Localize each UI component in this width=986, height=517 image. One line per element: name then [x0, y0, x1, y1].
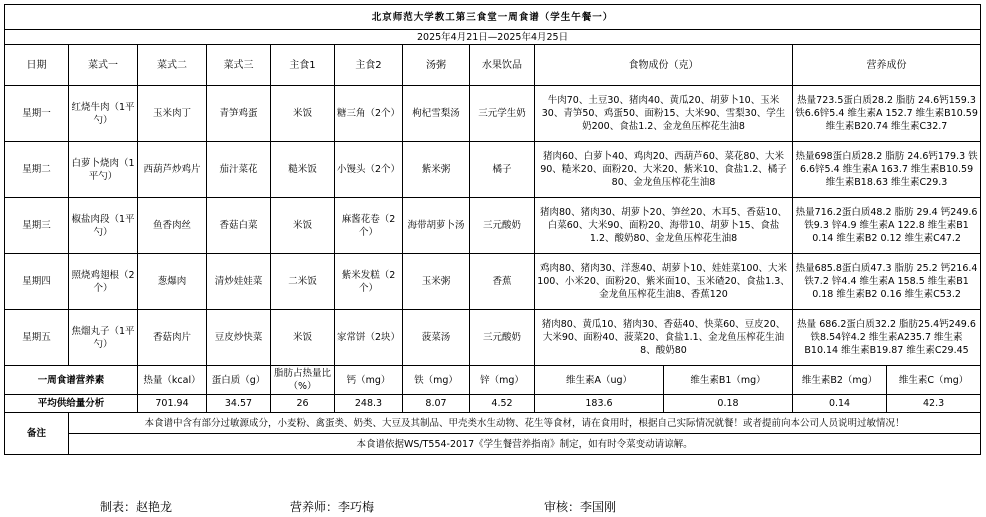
staple2-cell: 麻酱花卷（2个）	[335, 198, 403, 254]
nutrient-vitamin-a-b1	[535, 366, 793, 395]
day-label: 星期二	[5, 142, 69, 198]
nutrient-vitamin-b2: 维生素B2（mg）	[793, 366, 887, 394]
header-fruit: 水果饮品	[470, 45, 535, 86]
page-title: 北京师范大学教工第三食堂一周食谱（学生午餐一）	[5, 5, 981, 30]
day-row-thursday	[5, 254, 981, 310]
soup-cell: 枸杞雪梨汤	[403, 86, 470, 142]
dish1-cell: 焦熘丸子（1平勺）	[69, 310, 138, 366]
notes-row-1	[5, 413, 981, 434]
staple2-cell: 糖三角（2个）	[335, 86, 403, 142]
header-staple1: 主食1	[271, 45, 335, 86]
avg-fat-ratio: 26	[271, 395, 335, 413]
soup-cell: 海带胡萝卜汤	[403, 198, 470, 254]
allergen-note: 本食谱中含有部分过敏源成分，小麦粉、禽蛋类、奶类、大豆及其制品、甲壳类水生动物、花生等食材，请在食用时，根据自己实际情况就餐！或者提前向本公司人员说明过敏情况！	[69, 413, 981, 434]
avg-zinc: 4.52	[470, 395, 535, 413]
guideline-note: 本食谱依据WS/T554-2017《学生餐营养指南》制定，如有时令菜变动请谅解。	[69, 434, 981, 455]
staple2-cell: 家常饼（2块）	[335, 310, 403, 366]
day-row-wednesday	[5, 198, 981, 254]
notes-label: 备注	[5, 413, 69, 455]
day-label: 星期五	[5, 310, 69, 366]
fruit-cell: 三元学生奶	[470, 86, 535, 142]
staple1-cell: 米饭	[271, 310, 335, 366]
nutrient-protein: 蛋白质（g）	[207, 366, 271, 395]
header-dish3: 菜式三	[207, 45, 271, 86]
header-staple2: 主食2	[335, 45, 403, 86]
ingredients-cell: 猪肉80、猪肉30、胡萝卜20、笋丝20、木耳5、香菇10、白菜60、大米90、面粉20、海带10、胡萝卜15、食盐1.2、酸奶80、金龙鱼压榨花生油8	[535, 198, 793, 254]
nutrition-cell: 热量698蛋白质28.2 脂肪 24.6钙179.3 铁6.6锌5.4 维生素A 163.7 维生素B10.59 维生素B18.63 维生素C29.3	[793, 142, 981, 198]
dish2-cell: 葱爆肉	[138, 254, 207, 310]
dish2-cell: 鱼香肉丝	[138, 198, 207, 254]
dish2-cell: 香菇肉片	[138, 310, 207, 366]
soup-cell: 菠菜汤	[403, 310, 470, 366]
date-range: 2025年4月21日—2025年4月25日	[5, 30, 981, 45]
day-label: 星期一	[5, 86, 69, 142]
avg-vitamin-c: 42.3	[923, 398, 945, 409]
fruit-cell: 三元酸奶	[470, 198, 535, 254]
fruit-cell: 三元酸奶	[470, 310, 535, 366]
day-row-tuesday	[5, 142, 981, 198]
notes-row-2	[5, 434, 981, 455]
nutrient-iron: 铁（mg）	[403, 366, 470, 395]
dish3-cell: 青笋鸡蛋	[207, 86, 271, 142]
weekly-menu-table	[4, 4, 981, 455]
nutrient-fat-ratio: 脂肪占热量比（%）	[271, 366, 335, 395]
nutrient-vitamin-b1: 维生素B1（mg）	[690, 374, 766, 386]
fruit-cell: 橘子	[470, 142, 535, 198]
avg-protein: 34.57	[207, 395, 271, 413]
dish2-cell: 西葫芦炒鸡片	[138, 142, 207, 198]
avg-vitamin-b1: 0.18	[717, 398, 739, 409]
nutrition-cell: 热量723.5蛋白质28.2 脂肪 24.6钙159.3 铁6.6锌5.4 维生素A 152.7 维生素B10.59 维生素B20.74 维生素C32.7	[793, 86, 981, 142]
header-row	[5, 45, 981, 86]
staple1-cell: 米饭	[271, 198, 335, 254]
day-label: 星期四	[5, 254, 69, 310]
maker-label: 制表：赵艳龙	[100, 500, 173, 514]
day-row-friday	[5, 310, 981, 366]
avg-energy: 701.94	[138, 395, 207, 413]
staple1-cell: 糙米饭	[271, 142, 335, 198]
avg-vitamin-b2: 0.14	[793, 395, 887, 412]
nutrient-calcium: 钙（mg）	[335, 366, 403, 395]
header-dish1: 菜式一	[69, 45, 138, 86]
dish2-cell: 玉米肉丁	[138, 86, 207, 142]
average-supply-label: 平均供给量分析	[5, 395, 138, 413]
weekly-nutrient-header-row	[5, 366, 981, 395]
staple1-cell: 二米饭	[271, 254, 335, 310]
staple2-cell: 紫米发糕（2个）	[335, 254, 403, 310]
nutrition-cell: 热量716.2蛋白质48.2 脂肪 29.4 钙249.6 铁9.3 锌4.9 维生素A 122.8 维生素B1 0.14 维生素B2 0.12 维生素C47.2	[793, 198, 981, 254]
avg-vitamin-a: 183.6	[535, 395, 664, 412]
nutrient-energy: 热量（kcal）	[138, 366, 207, 395]
dish3-cell: 清炒娃娃菜	[207, 254, 271, 310]
nutrient-zinc: 锌（mg）	[470, 366, 535, 395]
ingredients-cell: 猪肉60、白萝卜40、鸡肉20、西葫芦60、菜花80、大米90、糙米20、面粉20、大米20、紫米10、食盐1.2、橘子80、金龙鱼压榨花生油8	[535, 142, 793, 198]
nutrient-vitamin-b2-c	[793, 366, 981, 395]
dish1-cell: 椒盐肉段（1平勺）	[69, 198, 138, 254]
average-supply-row	[5, 395, 981, 413]
nutritionist-label: 营养师：李巧梅	[290, 500, 375, 514]
header-dish2: 菜式二	[138, 45, 207, 86]
avg-vitamin-a-b1	[535, 395, 793, 413]
staple1-cell: 米饭	[271, 86, 335, 142]
ingredients-cell: 猪肉80、黄瓜10、猪肉30、香菇40、快菜60、豆皮20、大米90、面粉40、菠菜20、食盐1.1、金龙鱼压榨花生油8、酸奶80	[535, 310, 793, 366]
fruit-cell: 香蕉	[470, 254, 535, 310]
reviewer-label: 审核：李国刚	[544, 500, 617, 514]
dish3-cell: 香菇白菜	[207, 198, 271, 254]
ingredients-cell: 牛肉70、土豆30、猪肉40、黄瓜20、胡萝卜10、玉米30、青笋50、鸡蛋50、面粉15、大米90、雪梨30、学生奶200、食盐1.2、金龙鱼压榨花生油8	[535, 86, 793, 142]
avg-calcium: 248.3	[335, 395, 403, 413]
nutrition-cell: 热量 686.2蛋白质32.2 脂肪25.4钙249.6铁8.54锌4.2 维生素A235.7 维生素B10.14 维生素B19.87 维生素C29.45	[793, 310, 981, 366]
header-nutrition: 营养成份	[793, 45, 981, 86]
staple2-cell: 小馒头（2个）	[335, 142, 403, 198]
header-ingredients: 食物成份（克）	[535, 45, 793, 86]
header-date: 日期	[5, 45, 69, 86]
soup-cell: 紫米粥	[403, 142, 470, 198]
weekly-nutrient-label: 一周食谱营养素	[5, 366, 138, 395]
soup-cell: 玉米粥	[403, 254, 470, 310]
dish3-cell: 豆皮炒快菜	[207, 310, 271, 366]
nutrient-vitamin-a: 维生素A（ug）	[535, 366, 664, 394]
signature-footer	[4, 495, 980, 515]
nutrition-cell: 热量685.8蛋白质47.3 脂肪 25.2 钙216.4 铁7.2 锌4.4 维生素A 158.5 维生素B1 0.18 维生素B2 0.16 维生素C53.2	[793, 254, 981, 310]
avg-vitamin-b2-c	[793, 395, 981, 413]
dish3-cell: 茄汁菜花	[207, 142, 271, 198]
dish1-cell: 照烧鸡翅根（2个）	[69, 254, 138, 310]
day-row-monday	[5, 86, 981, 142]
nutrient-vitamin-c: 维生素C（mg）	[898, 374, 969, 386]
dish1-cell: 白萝卜烧肉（1平勺）	[69, 142, 138, 198]
ingredients-cell: 鸡肉80、猪肉30、洋葱40、胡萝卜10、娃娃菜100、大米100、小米20、面粉20、紫米面10、玉米碴20、食盐1.3、金龙鱼压榨花生油8、香蕉120	[535, 254, 793, 310]
header-soup: 汤粥	[403, 45, 470, 86]
avg-iron: 8.07	[403, 395, 470, 413]
dish1-cell: 红烧牛肉（1平勺）	[69, 86, 138, 142]
day-label: 星期三	[5, 198, 69, 254]
